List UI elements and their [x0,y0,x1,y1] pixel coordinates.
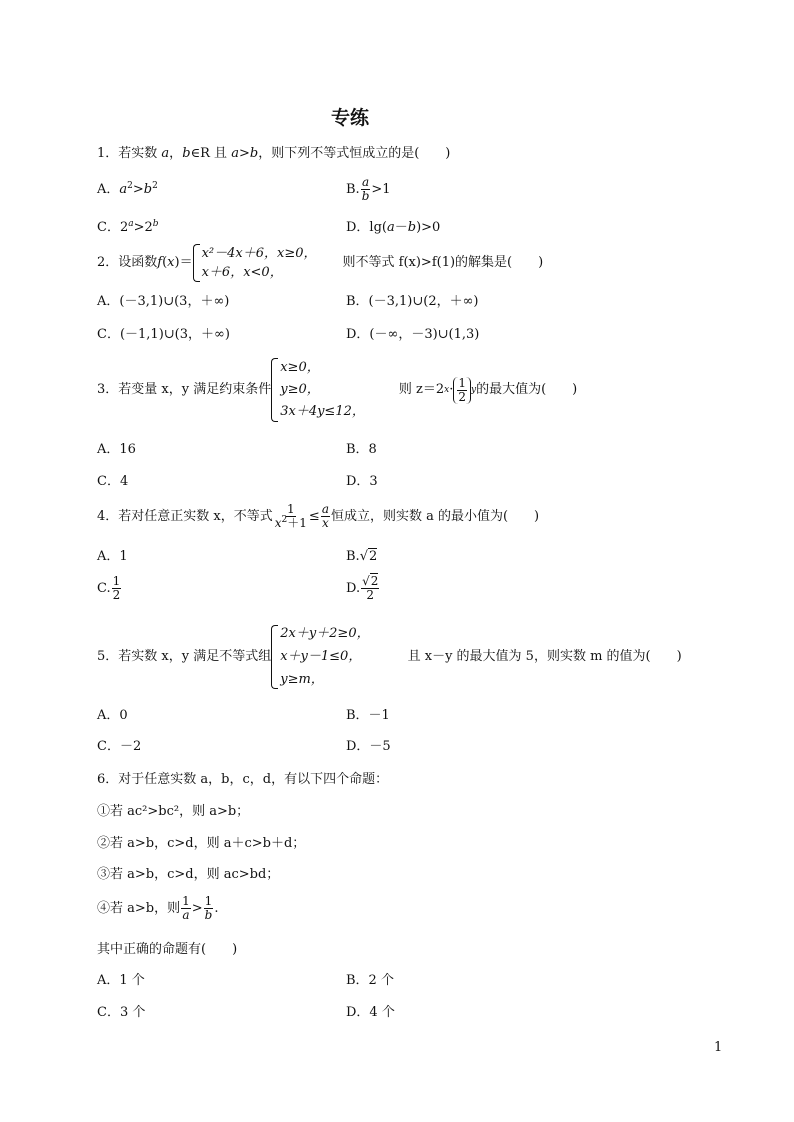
question-3-stem: 3．若变量 x，y 满足约束条件 x≥0， y≥0， 3x＋4y≤12， 则 z＝2 x · $\frac{1}{2}$ y 的最大值为( ) [97,357,577,423]
question-3-option-d: D．3 [346,474,378,489]
question-1-option-c: C．$2^a>2^b$ [97,219,159,235]
question-6-proposition-4: ④若 a>b，则 $\frac{1}{a}$ > $\frac{1}{b}$ . [97,894,219,922]
question-6-option-a: A．1 个 [97,973,145,988]
question-1-option-b: B. $\frac{a}{b}$ >1 [346,175,391,203]
question-6-proposition-1: ①若 ac²>bc²，则 a>b； [97,804,250,819]
question-4-option-a: A．1 [97,549,128,564]
page-title: 专练 [330,107,369,129]
question-2-option-c: C．(－1,1)∪(3，＋∞) [97,327,230,342]
question-4-stem: 4．若对任意正实数 x，不等式 $\frac{1}{x^2+1}$ ≤ $\frac{a}{x}$ 恒成立，则实数 a 的最小值为( ) [97,502,540,530]
page-number: 1 [714,1040,723,1055]
question-6-proposition-2: ②若 a>b，c>d，则 a＋c>b＋d； [97,836,306,851]
question-3-option-a: A．16 [97,442,136,457]
question-6-option-c: C．3 个 [97,1005,146,1020]
question-4-option-d: D. $\frac{√2}{2}$ [346,574,379,602]
question-5-stem: 5．若实数 x，y 满足不等式组 2x＋y＋2≥0， x＋y－1≤0， y≥m， 且 x－y 的最大值为 5，则实数 m 的值为( ) [97,626,682,687]
question-1-option-d: D．lg(a－b)>0 [346,220,441,235]
question-5-option-a: A．0 [97,708,128,723]
question-6-option-b: B．2 个 [346,973,394,988]
question-2-stem: 2．设函数 f ( x )＝ x²－4x＋6，x≥0， x＋6，x<0， 则不等式 f(x)>f(1)的解集是( ) [97,246,544,280]
question-6-stem: 6．对于任意实数 a，b，c，d，有以下四个命题： [97,772,389,787]
question-1-stem: 1．若实数 a，b∈R 且 a>b，则下列不等式恒成立的是( ) [97,146,451,161]
question-6-tail: 其中正确的命题有( ) [97,942,238,957]
question-5-option-d: D．－5 [346,739,391,754]
paren-half: $\frac{1}{2}$ [453,377,471,404]
question-4-option-b: B.√2 [346,549,378,564]
question-1-option-a: A．$a^2>b^2$ [97,181,158,197]
question-5-option-b: B．－1 [346,708,390,723]
question-3-option-c: C．4 [97,474,129,489]
question-3-option-b: B．8 [346,442,377,457]
question-2-option-a: A．(－3,1)∪(3，＋∞) [97,294,230,309]
question-6-proposition-3: ③若 a>b，c>d，则 ac>bd； [97,867,280,882]
question-5-option-c: C．－2 [97,739,142,754]
question-2-option-b: B．(－3,1)∪(2，＋∞) [346,294,479,309]
question-2-option-d: D．(－∞，－3)∪(1,3) [346,327,480,342]
question-4-option-c: C. $\frac{1}{2}$ [97,574,121,602]
question-6-option-d: D．4 个 [346,1005,395,1020]
